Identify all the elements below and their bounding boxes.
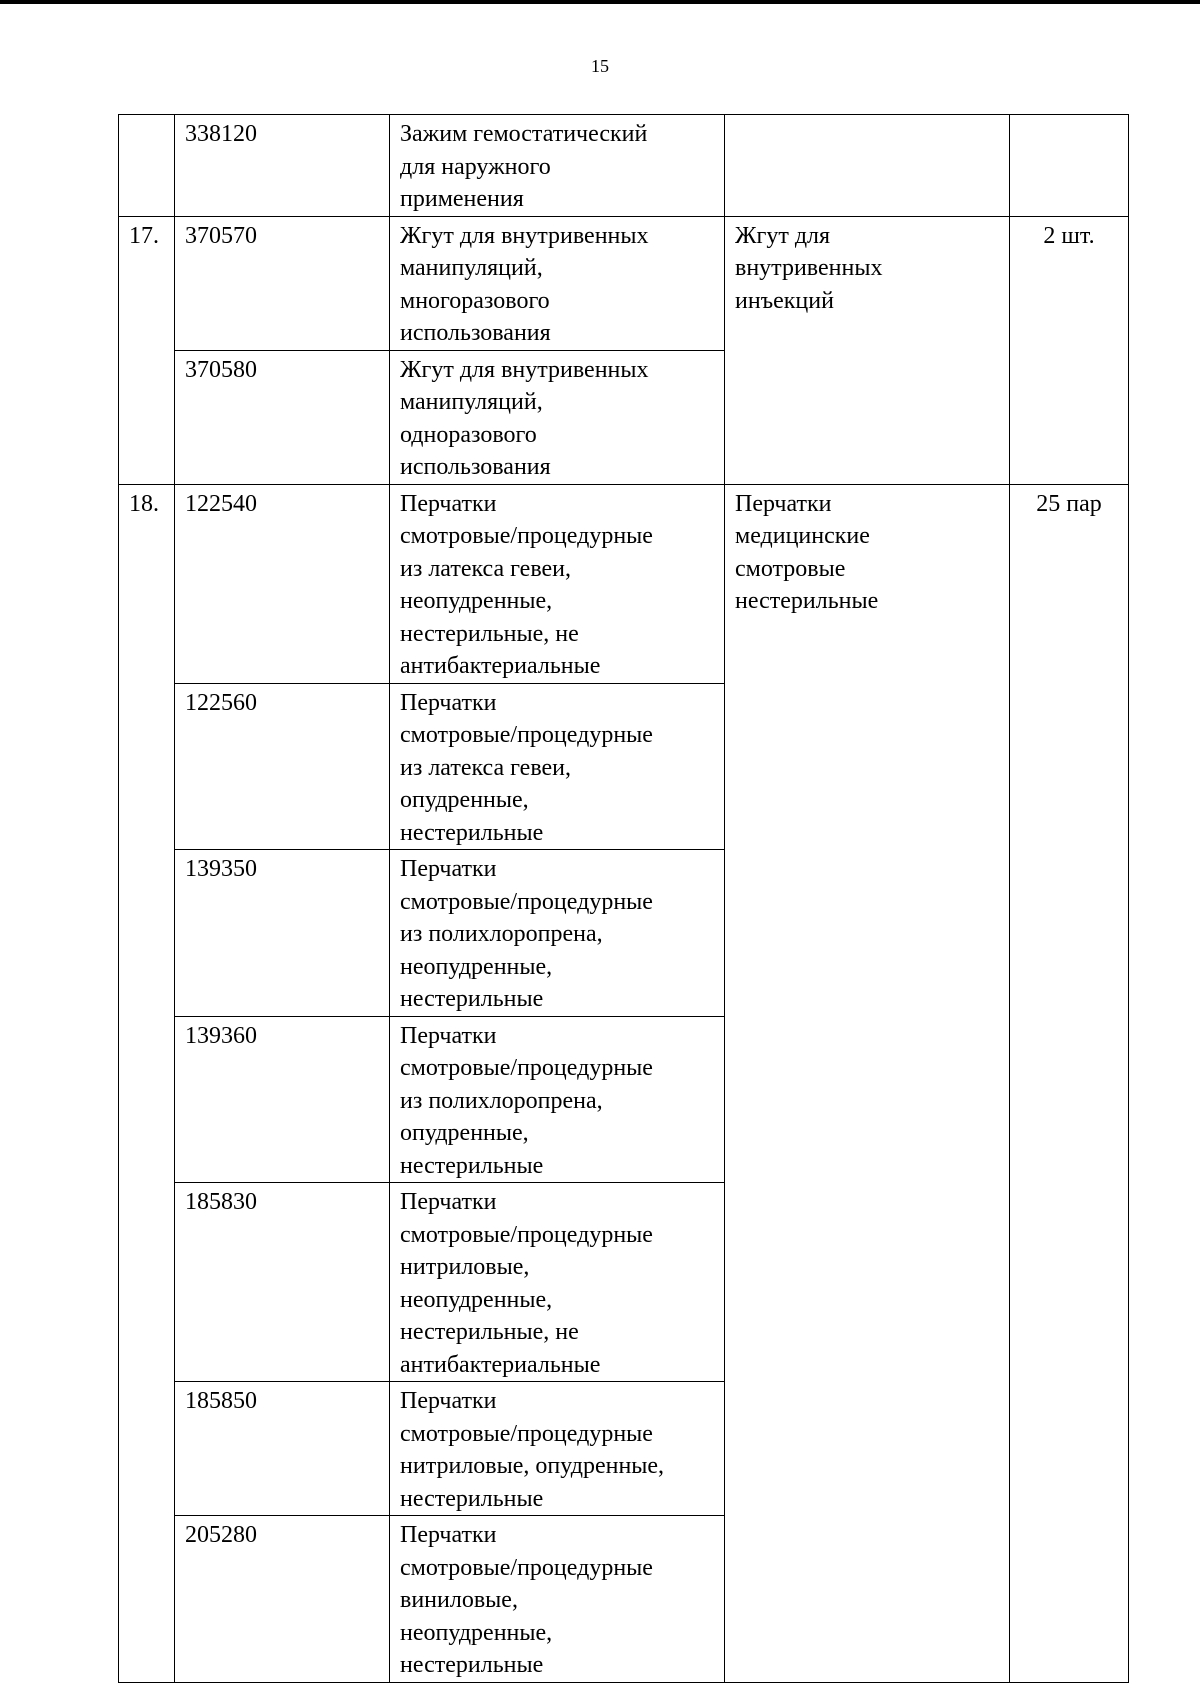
device-type-line: внутривенных (735, 255, 883, 281)
device-name-cell (390, 1516, 725, 1683)
device-name-line: из полихлоропрена, (400, 1087, 603, 1114)
device-name-line: Зажим гемостатический (400, 121, 648, 147)
device-name-line: опудренные, (400, 787, 529, 813)
device-name-line: из полихлоропрена, (400, 921, 603, 947)
device-name-line: неопудренные, (400, 953, 553, 980)
device-name-line: смотровые/процедурные (400, 888, 653, 915)
item-number-cell (119, 115, 175, 217)
device-name-line: применения (400, 186, 524, 212)
device-name-cell (390, 350, 725, 484)
device-name-line: неопудренные, (400, 1286, 553, 1313)
device-name-cell (390, 115, 725, 217)
device-name-line: Перчатки (400, 1189, 497, 1215)
code-cell: 139350 (175, 850, 390, 1017)
device-name-line: Перчатки (400, 1388, 497, 1414)
device-type-line: медицинские (735, 523, 870, 549)
device-name-line: манипуляций, (400, 255, 543, 281)
device-name-line: манипуляций, (400, 389, 543, 415)
device-name-cell (390, 484, 725, 683)
quantity-cell: 25 пар (1010, 484, 1129, 1682)
device-name-line: нестерильные (400, 1652, 544, 1678)
device-type-line: нестерильные (735, 588, 879, 614)
device-name-line: нестерильные, не (400, 1319, 579, 1345)
device-name-line: для наружного (400, 153, 551, 180)
device-name-line: из латекса гевеи, (400, 754, 571, 781)
device-name-line: Перчатки (400, 689, 497, 716)
device-name-cell (390, 216, 725, 350)
device-type-line: Перчатки (735, 490, 832, 517)
device-name-line: нитриловые, опудренные, (400, 1453, 665, 1479)
device-name-line: виниловые, (400, 1587, 518, 1613)
device-name-line: антибактериальные (400, 1351, 601, 1378)
code-cell: 185830 (175, 1183, 390, 1382)
table-row (119, 115, 1129, 217)
device-type-line: инъекций (735, 287, 834, 314)
device-name-line: нестерильные, не (400, 620, 579, 647)
device-name-line: Жгут для внутривенных (400, 222, 649, 249)
device-name-line: опудренные, (400, 1120, 529, 1146)
quantity-cell: 2 шт. (1010, 216, 1129, 484)
device-name-cell (390, 1016, 725, 1183)
device-name-line: нитриловые, (400, 1254, 530, 1280)
device-name-line: Перчатки (400, 856, 497, 882)
item-number-cell: 18. (119, 484, 175, 1682)
page-number: 15 (591, 56, 609, 76)
code-cell: 370580 (175, 350, 390, 484)
device-name-line: нестерильные (400, 986, 544, 1012)
table-row (119, 484, 1129, 683)
quantity-cell (1010, 115, 1129, 217)
table-row (119, 216, 1129, 350)
device-name-line: из латекса гевеи, (400, 555, 571, 582)
device-name-line: Перчатки (400, 1522, 497, 1548)
code-cell: 122540 (175, 484, 390, 683)
device-name-line: антибактериальные (400, 653, 601, 679)
device-name-line: Перчатки (400, 1022, 497, 1049)
code-cell: 139360 (175, 1016, 390, 1183)
device-name-cell (390, 1382, 725, 1516)
device-name-cell (390, 683, 725, 850)
device-type-cell (725, 484, 1010, 1682)
device-name-line: смотровые/процедурные (400, 1554, 653, 1581)
device-name-line: многоразового (400, 287, 550, 314)
device-name-line: неопудренные, (400, 1619, 553, 1646)
device-type-line: Жгут для (735, 222, 831, 249)
device-name-line: нестерильные (400, 1152, 544, 1179)
device-name-line: смотровые/процедурные (400, 523, 653, 549)
device-name-line: использования (400, 454, 551, 480)
device-name-line: одноразового (400, 421, 537, 448)
device-name-line: нестерильные (400, 1485, 544, 1512)
device-type-cell (725, 115, 1010, 217)
device-name-line: смотровые/процедурные (400, 1055, 653, 1081)
device-name-cell (390, 850, 725, 1017)
device-name-line: использования (400, 320, 551, 346)
item-number-cell: 17. (119, 216, 175, 484)
code-cell: 122560 (175, 683, 390, 850)
device-type-cell (725, 216, 1010, 484)
device-name-line: нестерильные (400, 819, 544, 846)
device-name-line: Перчатки (400, 490, 497, 517)
device-name-cell (390, 1183, 725, 1382)
device-name-line: Жгут для внутривенных (400, 356, 649, 383)
device-name-line: смотровые/процедурные (400, 1221, 653, 1248)
code-cell: 205280 (175, 1516, 390, 1683)
code-cell: 185850 (175, 1382, 390, 1516)
device-type-line: смотровые (735, 555, 846, 582)
table-body (119, 115, 1129, 1683)
device-name-line: смотровые/процедурные (400, 722, 653, 748)
device-name-line: смотровые/процедурные (400, 1420, 653, 1447)
device-name-line: неопудренные, (400, 588, 553, 614)
code-cell: 370570 (175, 216, 390, 350)
code-cell: 338120 (175, 115, 390, 217)
page-top-border (0, 0, 1200, 4)
device-table (118, 114, 1129, 1683)
